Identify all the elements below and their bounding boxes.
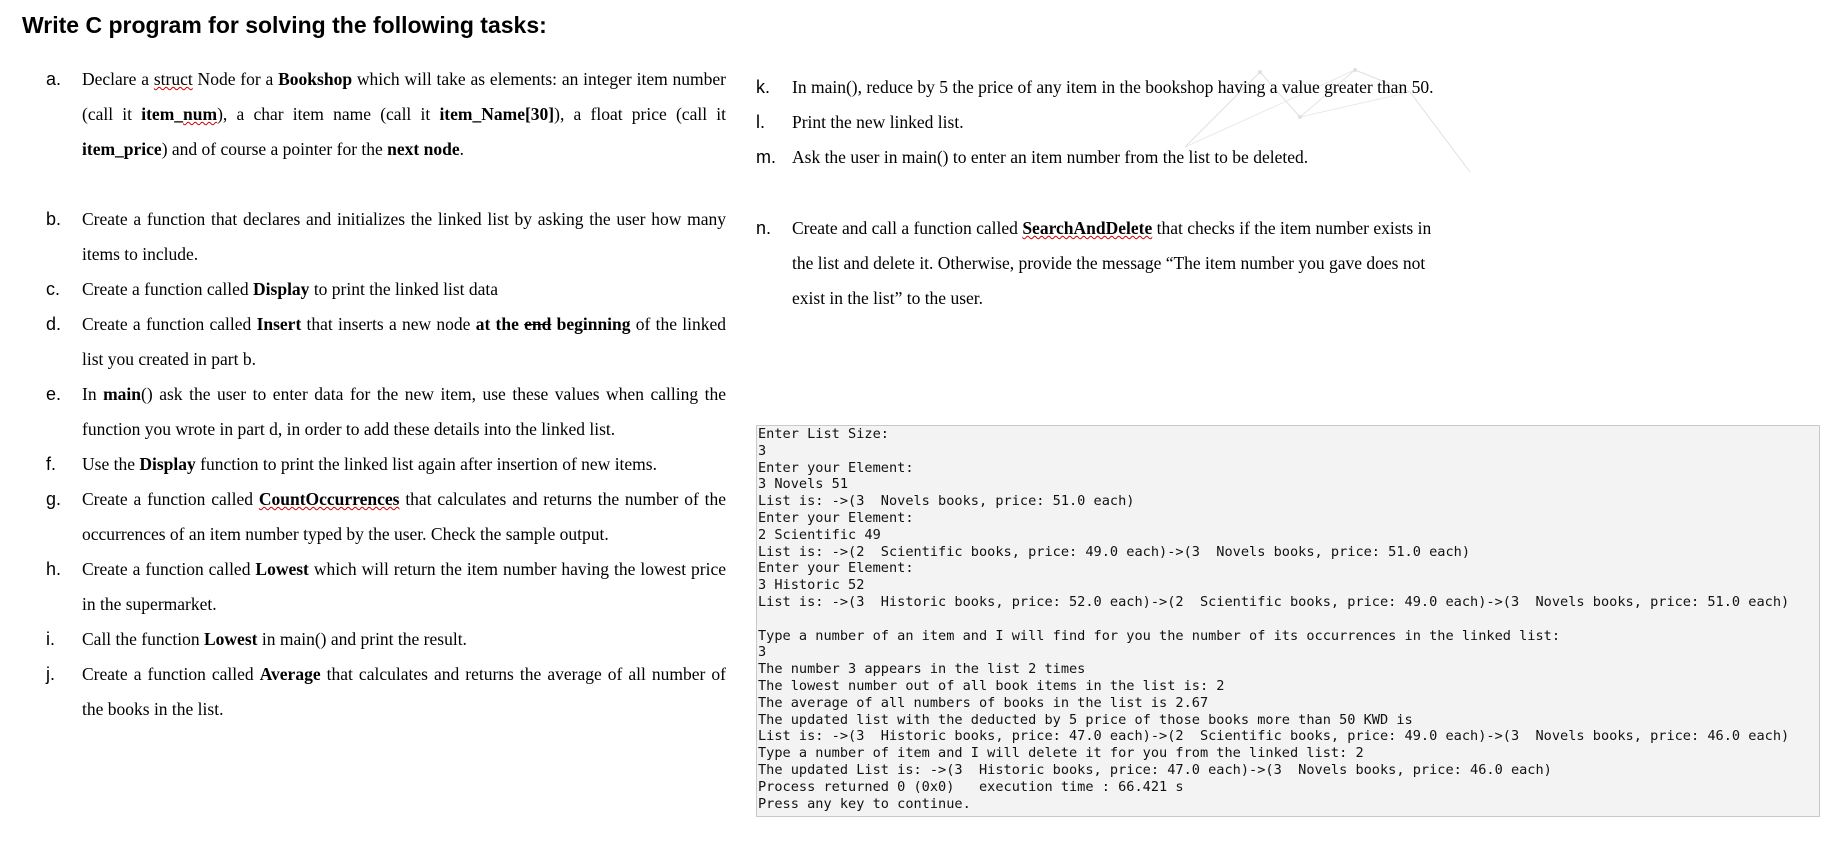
- task-text-part: that calculates and returns the number of the occurrences of an item number typed by the user. Check the sample output.: [82, 489, 727, 544]
- console-line: 3 Novels 51: [758, 476, 849, 493]
- task-text-part: () ask the user to enter data for the new item, use these values when calling the function you wrote in part d, in order to add these details into the linked list.: [82, 384, 726, 439]
- task-item: [46, 622, 726, 657]
- task-text-part: ) and of course a pointer for the: [161, 139, 388, 159]
- task-text-part: Create and call a function called: [792, 218, 1023, 238]
- console-line: Type a number of an item and I will find for you the number of its occurrences in the linked list:: [758, 627, 1561, 644]
- console-line: The updated list with the deducted by 5 price of those books more than 50 KWD is: [758, 711, 1413, 728]
- task-item: [756, 211, 1456, 316]
- task-text-part: Declare a: [82, 69, 154, 89]
- console-line: [758, 611, 1819, 628]
- console-line: 3: [758, 644, 767, 661]
- console-line: The average of all numbers of books in the list is 2.67: [758, 694, 1209, 711]
- task-text: [82, 447, 726, 482]
- task-text-part: Lowest: [204, 629, 258, 649]
- task-marker: a.: [46, 69, 62, 89]
- console-line: The number 3 appears in the list 2 times: [758, 661, 1086, 678]
- task-item: [46, 657, 726, 727]
- task-text: [82, 307, 726, 377]
- task-text: [792, 105, 1456, 140]
- task-item: [756, 70, 1456, 105]
- task-marker: h.: [46, 559, 62, 579]
- task-item: [46, 307, 726, 377]
- task-text-part: item_: [141, 104, 184, 124]
- task-text: [82, 272, 726, 307]
- task-text-part: Display: [253, 279, 310, 299]
- task-text-part: Use the: [82, 454, 140, 474]
- task-text-part: Print the new linked list.: [792, 112, 964, 132]
- task-item: [46, 62, 726, 167]
- task-text: [82, 377, 726, 447]
- task-text: [82, 552, 726, 622]
- task-text-part: Insert: [256, 314, 302, 334]
- task-text-part: next node: [387, 139, 460, 159]
- task-text-part: which will return the item number having the lowest price in the supermarket.: [82, 559, 727, 614]
- task-text-part: In: [82, 384, 104, 404]
- task-text-part: .: [459, 139, 464, 159]
- task-text: [82, 657, 726, 727]
- task-text-part: Call the function: [82, 629, 204, 649]
- task-marker: g.: [46, 489, 62, 509]
- task-marker: f.: [46, 454, 57, 474]
- task-marker: b.: [46, 209, 62, 229]
- task-text: [82, 622, 726, 657]
- console-line: Process returned 0 (0x0) execution time : 66.421 s: [758, 778, 1184, 795]
- task-text-part: In main(), reduce by 5 the price of any item in the bookshop having a value greater than 50.: [792, 77, 1434, 97]
- task-text-part: struct: [153, 69, 193, 89]
- task-text: [792, 140, 1456, 175]
- task-text: [82, 202, 726, 272]
- tasks-column-left: [46, 62, 726, 727]
- task-text-part: Lowest: [255, 559, 309, 579]
- console-line: List is: ->(3 Novels books, price: 51.0 each): [758, 493, 1135, 510]
- task-text-part: Create a function called: [82, 664, 260, 684]
- console-line: Enter your Element:: [758, 459, 914, 476]
- task-text-part: main: [103, 384, 142, 404]
- console-line: 3: [758, 442, 767, 459]
- task-text-part: ), a float price (call it: [554, 104, 726, 124]
- console-line: Enter your Element:: [758, 560, 914, 577]
- task-text-part: of the linked list you created in part b.: [82, 314, 726, 369]
- task-marker: c.: [46, 279, 61, 299]
- task-text-part: that inserts a new node: [301, 314, 476, 334]
- task-text-part: Average: [259, 664, 321, 684]
- task-text-part: Create a function called: [82, 559, 256, 579]
- console-line: Enter your Element:: [758, 509, 914, 526]
- task-text-part: Node for a: [192, 69, 279, 89]
- task-text-part: that checks if the item number exists in the list and delete it. Otherwise, provide the message “The item number you gave does not exist in the list” to the user.: [792, 218, 1432, 308]
- task-item: [46, 272, 726, 307]
- task-item: [756, 105, 1456, 140]
- task-text-part: beginning: [551, 314, 631, 334]
- task-item: [46, 552, 726, 622]
- task-text-part: which will take as elements: an integer item number (call it: [82, 69, 726, 124]
- task-marker: j.: [46, 664, 55, 684]
- task-text-part: Create a function called: [82, 314, 257, 334]
- task-text-part: item_Name[30]: [439, 104, 555, 124]
- task-marker: k.: [756, 77, 771, 97]
- console-line: List is: ->(2 Scientific books, price: 49.0 each)->(3 Novels books, price: 51.0 each): [758, 543, 1471, 560]
- task-marker: i.: [46, 629, 55, 649]
- task-item: [46, 482, 726, 552]
- task-text-part: that calculates and returns the average of all number of the books in the list.: [82, 664, 727, 719]
- task-text-part: Display: [139, 454, 196, 474]
- console-line: Press any key to continue.: [758, 795, 971, 812]
- task-text-part: to print the linked list data: [309, 279, 499, 299]
- task-text-part: end: [524, 314, 552, 334]
- task-text-part: Create a function called: [82, 489, 259, 509]
- task-text-part: at the: [475, 314, 525, 334]
- task-marker: e.: [46, 384, 62, 404]
- task-marker: d.: [46, 314, 62, 334]
- task-text: [792, 70, 1456, 105]
- console-line: 3 Historic 52: [758, 577, 865, 594]
- page-title: Write C program for solving the following tasks:: [22, 12, 547, 38]
- task-text: [82, 482, 726, 552]
- console-line: 2 Scientific 49: [758, 526, 881, 543]
- task-text-part: ), a char item name (call it: [217, 104, 440, 124]
- console-line: Enter List Size:: [758, 426, 889, 442]
- task-text-part: Create a function that declares and initializes the linked list by asking the user how many items to include.: [82, 209, 726, 264]
- console-line: List is: ->(3 Historic books, price: 47.0 each)->(2 Scientific books, price: 49.0 each)->(3 Novels books, price: 46.0 each): [758, 728, 1790, 745]
- task-item: [46, 377, 726, 447]
- console-line: The updated List is: ->(3 Historic books, price: 47.0 each)->(3 Novels books, price: 46.0 each): [758, 761, 1552, 778]
- console-line: List is: ->(3 Historic books, price: 52.0 each)->(2 Scientific books, price: 49.0 each)->(3 Novels books, price: 51.0 each): [758, 593, 1790, 610]
- task-text: [82, 62, 726, 167]
- console-line: Type a number of item and I will delete it for you from the linked list: 2: [758, 745, 1364, 762]
- task-item: [756, 140, 1456, 175]
- task-text-part: Create a function called: [82, 279, 254, 299]
- task-marker: n.: [756, 218, 772, 238]
- task-text-part: function to print the linked list again after insertion of new items.: [195, 454, 657, 474]
- task-text-part: Bookshop: [278, 69, 353, 89]
- task-marker: l.: [756, 112, 765, 132]
- task-text-part: num: [183, 104, 218, 124]
- task-text-part: item_price: [82, 139, 162, 159]
- task-text-part: CountOccurrences: [258, 489, 400, 509]
- task-text-part: in main() and print the result.: [257, 629, 467, 649]
- task-text-part: Ask the user in main() to enter an item number from the list to be deleted.: [792, 147, 1309, 167]
- console-line: The lowest number out of all book items in the list is: 2: [758, 677, 1225, 694]
- task-marker: m.: [756, 147, 776, 167]
- task-item: [46, 202, 726, 272]
- task-text: [792, 211, 1456, 316]
- tasks-column-right: [756, 70, 1456, 316]
- task-text-part: SearchAndDelete: [1022, 218, 1153, 238]
- task-item: [46, 447, 726, 482]
- console-output: [756, 425, 1820, 817]
